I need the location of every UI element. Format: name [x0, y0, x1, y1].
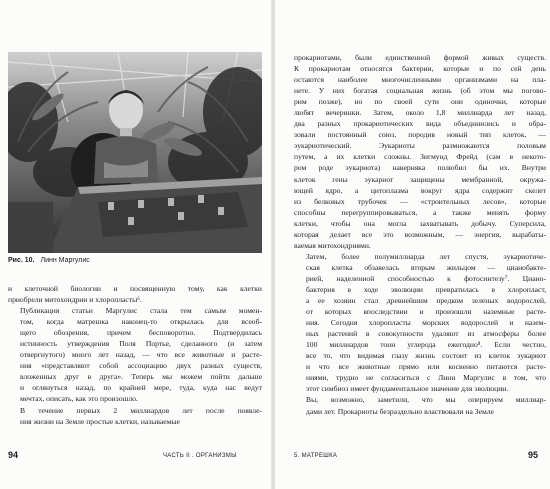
- text-line: вложенных друг в друга». Теперь мы можем пойти дальше: [20, 372, 262, 382]
- text-line: ния жизни на Земле простые клетки, называемые: [20, 416, 180, 426]
- text-line: способны перегруппировываться, а также менять форму: [294, 207, 546, 217]
- text-line: том, когда матрешка наконец-то открылась для всеоб-: [20, 317, 262, 327]
- text-line: и клеточной биологии и посвященную тому, как клетки: [8, 284, 262, 293]
- text-line: ющей ядро, а цитоплазма вокруг ядра содержит скелет: [294, 185, 546, 195]
- text-line: ных растений в совокупности удаляют из атмосферы более: [306, 329, 546, 339]
- text-line: отвергнутого) много лет назад, — что все животные и расте-: [20, 350, 262, 360]
- text-line: ром роде эукариота) наверняка полюбил бы их. Внутри: [294, 163, 546, 173]
- text-line: ния. Сегодня хлоропласты морских водорослей и назем-: [306, 318, 546, 328]
- paragraph: [294, 394, 546, 416]
- text-line: В течение первых 2 миллиардов лет после появле-: [20, 405, 262, 415]
- text-line: эукариотический. Эукариоты размножаются половым: [294, 141, 546, 151]
- text-line: от которых впоследствии и произошли наземные расте-: [306, 307, 546, 317]
- page-number-right: 95: [528, 450, 539, 460]
- text-line: К прокариотам относятся бактерии, которые и по сей день: [294, 64, 546, 74]
- text-line: дами лет. Прокариоты безраздельно властвовали на Земле: [306, 406, 494, 416]
- text-line: остаются наиболее многочисленными организмами на пла-: [294, 75, 546, 85]
- paragraph: [8, 305, 262, 404]
- text-line: любят вечеринки. Затем, около 1,8 миллиарда лет назад,: [294, 108, 546, 118]
- text-line: истинность утверждения Поля Портье, сделанного (и затем: [20, 339, 262, 349]
- text-line: Публикация статьи Маргулис стала тем самым момен-: [20, 306, 262, 316]
- text-line: нете. У них богатая социальная жизнь (об этом мы погово-: [294, 86, 546, 96]
- text-line: которая делает все это возможным, — энергия, вырабаты-: [294, 229, 546, 239]
- text-line: мечтах, описать, как это произошло.: [20, 394, 138, 404]
- photo-lynn-margulis: [8, 52, 262, 253]
- right-page: [275, 0, 550, 489]
- text-line: прокариотами, были единственной формой живых существ.: [294, 53, 546, 62]
- running-head-right: 5. МАТРЕШКА: [294, 453, 338, 459]
- text-line: а ее хозяин стал древнейшим предком зеленых водорослей,: [306, 296, 546, 306]
- text-line: ния «представляют собой ассоциацию двух разных существ,: [20, 361, 262, 371]
- text-line: ваемая митохондриями.: [294, 240, 371, 250]
- text-line: 100 миллиардов тонн углерода ежегодно⁸. Если честно,: [306, 340, 546, 350]
- text-line: Вы, возможно, заметили, что мы оперируем миллиар-: [306, 395, 546, 405]
- text-line: ниями, трудно не согласиться с Линн Маргулис в том, что: [306, 373, 546, 383]
- text-line: все то, что видимая глазу жизнь состоит из клеток эукариот: [306, 351, 546, 361]
- text-line: приобрели митохондрии и хлоропласты⁶.: [8, 295, 142, 305]
- text-line: Затем, более полумиллиарда лет спустя, эукариотиче-: [306, 251, 546, 261]
- paragraph: [294, 251, 546, 395]
- text-line: и оглянуться назад, по крайней мере, туда, куда нас ведут: [20, 383, 262, 393]
- text-line: этот симбиоз имеет фундаментальное значение для эволюции.: [306, 384, 509, 394]
- left-page: [0, 0, 272, 489]
- caption-label: Рис. 10.: [8, 257, 35, 264]
- text-line: рией, наделенной способностью к фотосинтезу⁷. Циано-: [306, 273, 546, 283]
- text-line: зовали постоянный союз, породив новый тип клеток, —: [294, 130, 546, 140]
- text-line: рим позже), но по своей сути они одиночки, которые: [294, 97, 546, 107]
- text-line: клеток гены эукариот защищены мембранной, окружа-: [294, 174, 546, 184]
- figure-caption: [8, 257, 90, 264]
- text-line: клетки, чтобы она могла захватывать добычу. Суперсила,: [294, 218, 546, 228]
- text-line: из белковых трубочек — «строительных лесов», которые: [294, 196, 546, 206]
- paragraph: [8, 405, 262, 427]
- text-line: два разных прокариотических вида объединились и обра-: [294, 119, 546, 129]
- text-line: щего обозрения, причем бесповоротно. Подтвердилась: [20, 328, 262, 338]
- running-head-left: ЧАСТЬ II . ОРГАНИЗМЫ: [163, 453, 237, 459]
- text-line: ская клетка обзавелась вторым жильцом — цианобакте-: [306, 262, 546, 272]
- paragraph: [294, 52, 546, 251]
- left-body-text: [8, 283, 262, 427]
- page-number-left: 94: [8, 450, 19, 460]
- text-line: и что все животные прямо или косвенно питаются расте-: [306, 362, 546, 372]
- text-line: бактерия в ходе эволюции превратилась в хлоропласт,: [306, 284, 546, 294]
- right-body-text: [294, 52, 546, 417]
- greenhouse-photo: [8, 52, 262, 253]
- caption-text: Линн Маргулис: [40, 257, 90, 264]
- paragraph: [8, 283, 262, 305]
- text-line: путем, а их клетки сложны. Зигмунд Фрейд (сам в некото-: [294, 152, 546, 162]
